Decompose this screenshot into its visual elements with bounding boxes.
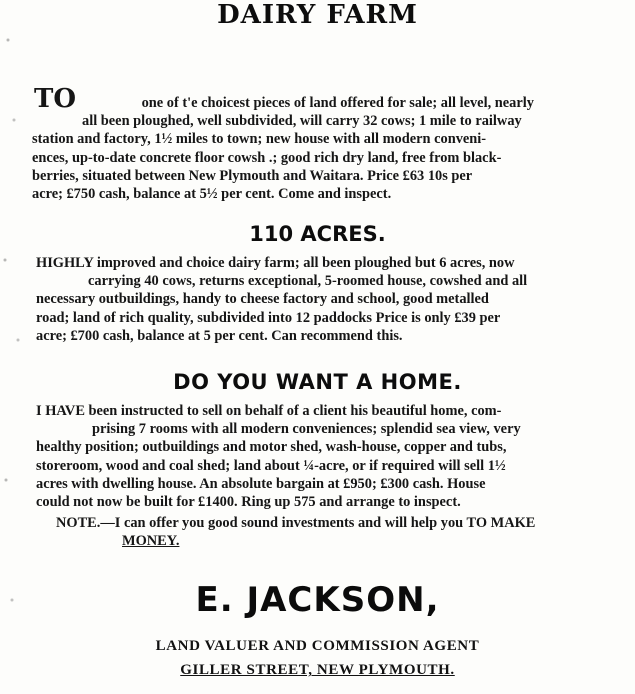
text-line: acre; £700 cash, balance at 5 per cent. Can recommend this. xyxy=(36,327,403,344)
text-line: acre; £750 cash, balance at 5½ per cent. Come and inspect. xyxy=(32,186,392,203)
text-line: healthy position; outbuildings and motor shed, wash-house, copper and tubs, xyxy=(36,439,507,456)
text-line: ences, up-to-date concrete floor cowsh .; good rich dry land, free from black- xyxy=(32,149,502,166)
ad-title: DAIRY FARM xyxy=(217,0,418,30)
section-home-text xyxy=(36,402,630,511)
note-text xyxy=(36,514,630,550)
text-line xyxy=(32,84,628,114)
text-line: I HAVE been instructed to sell on behalf of a client his beautiful home, com- xyxy=(36,403,502,419)
text-line: road; land of rich quality, subdivided into 12 paddocks Price is only £39 per xyxy=(36,309,501,326)
text-line: NOTE.—I can offer you good sound investments and will help you TO MAKE xyxy=(56,515,536,531)
section-110-acres-text xyxy=(36,254,630,345)
text-line: carrying 40 cows, returns exceptional, 5-roomed house, cowshed and all xyxy=(88,273,528,290)
drop-cap: TO xyxy=(34,84,76,114)
text-line: berries, situated between New Plymouth and Waitara. Price £63 10s per xyxy=(32,167,473,184)
section-dairy-farm-text xyxy=(32,84,628,203)
text-line: storeroom, wood and coal shed; land about ¼-acre, or if required will sell 1½ xyxy=(36,457,506,474)
advertiser-role: LAND VALUER AND COMMISSION AGENT xyxy=(155,638,480,654)
advertiser-address: GILLER STREET, NEW PLYMOUTH. xyxy=(180,662,455,678)
text-line: prising 7 rooms with all modern conveniences; splendid sea view, very xyxy=(92,421,521,438)
text-line: necessary outbuildings, handy to cheese factory and school, good metalled xyxy=(36,291,489,308)
text-line: station and factory, 1½ miles to town; new house with all modern conveni- xyxy=(32,131,487,148)
heading-110-acres: 110 ACRES. xyxy=(249,222,386,246)
text-line-content: one of t'e choicest pieces of land offered for sale; all level, nearly xyxy=(141,95,534,111)
text-line: MONEY. xyxy=(122,533,180,550)
text-line: HIGHLY improved and choice dairy farm; all been ploughed but 6 acres, now xyxy=(36,255,515,271)
text-line: all been ploughed, well subdivided, will carry 32 cows; 1 mile to railway xyxy=(82,113,522,130)
text-line: could not now be built for £1400. Ring up 575 and arrange to inspect. xyxy=(36,494,461,511)
text-line: acres with dwelling house. An absolute bargain at £950; £300 cash. House xyxy=(36,475,486,492)
advertiser-name: E. JACKSON, xyxy=(195,580,440,620)
heading-do-you-want-a-home: DO YOU WANT A HOME. xyxy=(173,370,462,394)
